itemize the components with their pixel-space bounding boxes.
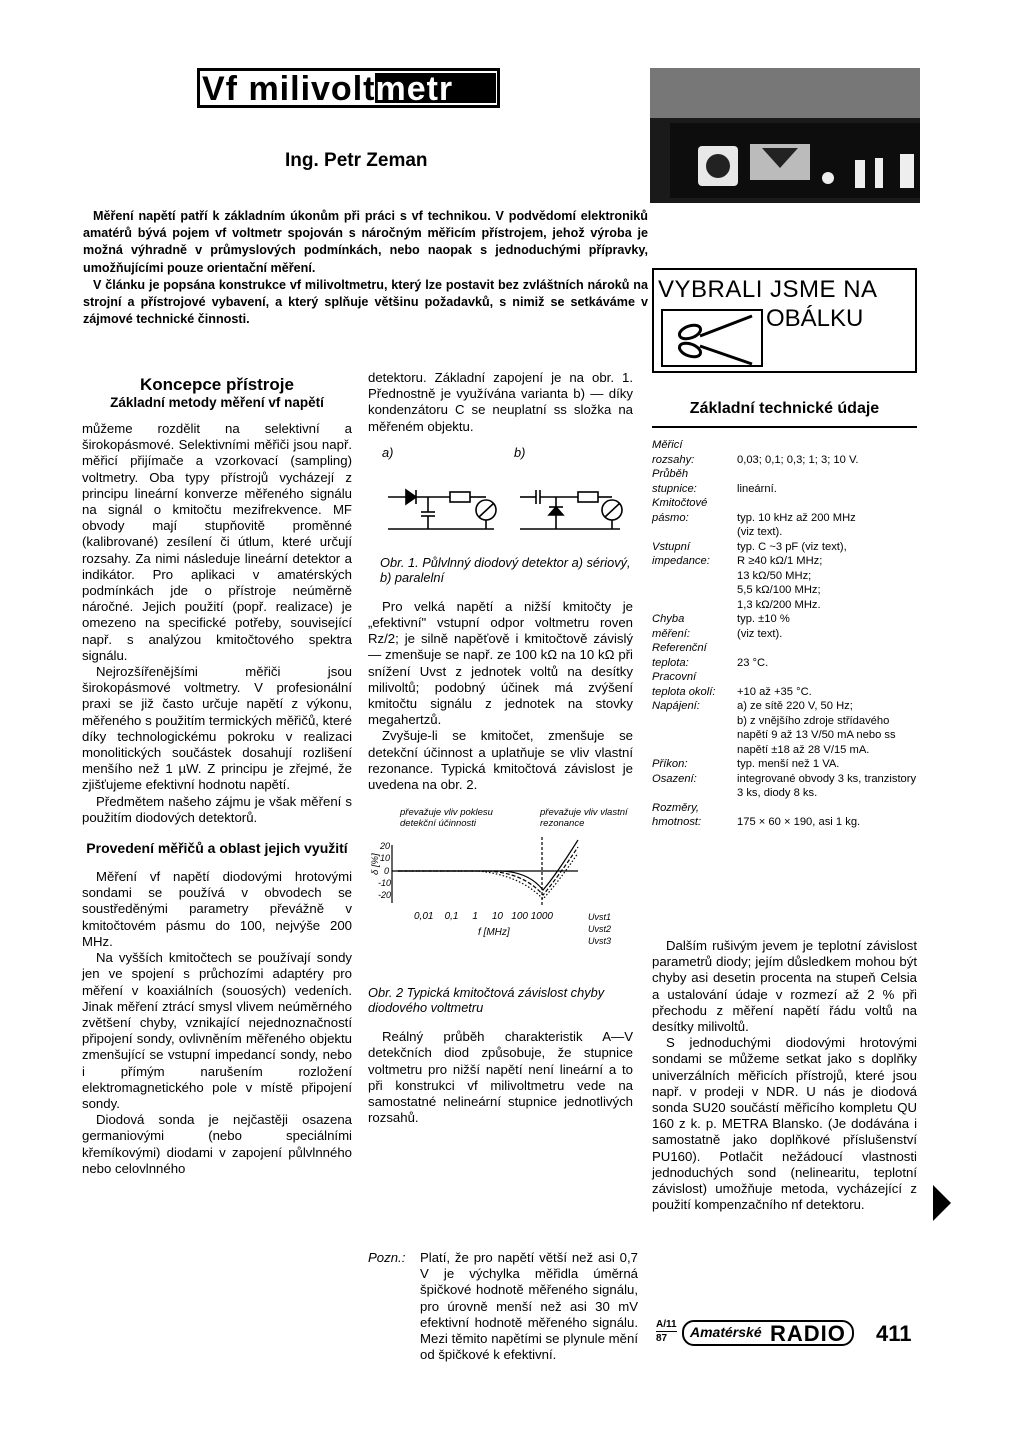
spec-row (652, 772, 917, 801)
article-lead (83, 208, 648, 328)
spec-value: typ. C ~3 pF (viz text), (737, 540, 847, 553)
spec-label: Osazení: (652, 772, 697, 785)
lead-paragraph-1: Měření napětí patří k základním úkonům při práci s vf technikou. V podvědomí elektroniků amatérů bývá pojem vf voltmetr spojován s náročným měřicím přístrojem, jehož výroba je možná výhradně v průmyslových podmínkách, nebo naopak s jednoduchými přípravky, umožňujícími pouze orientační měření. (83, 209, 648, 275)
spec-value (737, 496, 917, 511)
fig1-label-b: b) (514, 444, 526, 460)
spec-label: Příkon: (652, 758, 688, 770)
spec-row (652, 525, 917, 540)
spec-value: 0,03; 0,1; 0,3; 1; 3; 10 V. (737, 453, 859, 466)
spec-value (737, 438, 917, 453)
spec-row (652, 801, 917, 816)
spec-label: Vstupní (652, 540, 690, 553)
spec-row (652, 496, 917, 511)
spec-value: lineární. (737, 482, 777, 495)
spec-label: pásmo: (652, 511, 689, 524)
svg-text:-10: -10 (378, 878, 392, 889)
tech-specs-heading: Základní technické údaje (689, 400, 880, 417)
cover-notice-line2: OBÁLKU (766, 305, 864, 332)
logo-amaterske: Amatérské (690, 1324, 762, 1340)
spec-row (652, 583, 917, 598)
note-block (368, 1250, 638, 1363)
column-2 (368, 370, 633, 1126)
paragraph: detektoru. Základní zapojení je na obr. 1. Přednostně je využívána varianta b) — díky kondenzátoru C se neuplatní ss složka na měřeném objektu. (368, 370, 633, 434)
cover-notice-line1: VYBRALI JSME NA (658, 276, 878, 303)
column-1 (82, 375, 352, 1177)
paragraph: Zvyšuje-li se kmitočet, zmenšuje se detekční účinnost a uplatňuje se vliv vlastní rezonance. Typická kmitočtová závislost je uvedena na obr. 2. (368, 728, 633, 793)
note-label: Pozn.: (368, 1250, 406, 1265)
fig2-legend-item: Uvst1 (588, 912, 612, 923)
spec-row (652, 569, 917, 584)
paragraph: S jednoduchými diodovými hrotovými sondami se můžeme setkat jako s doplňky univerzálních měřicích přístrojů, které jsou např. v prodeji v NDR. U nás je diodová sonda SU20 součástí měřicího kompletu QU 160 z k. p. METRA Blansko. (Je dodávána i samostatně jako doplňkové příslušenství PU160). Potlačit nežádoucí vlastnosti jednoduchých sond (nelinearitu, teplotní závislost) umožňuje metoda, vycházející z použití kompenzačního nf detektoru. (652, 1035, 917, 1213)
spec-label: Měřicí (652, 439, 683, 451)
spec-label (652, 598, 737, 613)
spec-value: b) z vnějšího zdroje střídavého napětí 9 až 13 V/50 mA nebo ss napětí ±18 až 28 V/15 mA. (737, 714, 896, 756)
spec-value: (viz text). (737, 526, 783, 538)
paragraph: Dalším rušivým jevem je teplotní závislost parametrů diody; jejím důsledkem mohou být chyby asi desetin procenta na stupeň Celsia a ustalování údaje v rozmezí až 2 % při přechodu z měření napětí řádu voltů na desítky milivoltů. (652, 938, 917, 1035)
spec-label (652, 525, 737, 540)
spec-value: 175 × 60 × 190, asi 1 kg. (737, 816, 861, 828)
cover-notice-box (652, 268, 917, 373)
spec-label: hmotnost: (652, 816, 702, 828)
figure-1-caption: Obr. 1. Půlvlnný diodový detektor a) sériový, b) paralelní (380, 554, 631, 585)
spec-row (652, 757, 917, 772)
lead-paragraph-2: V článku je popsána konstrukce vf milivoltmetru, který lze postavit bez zvláštních nároků na strojní a přístrojové vybavení, a který splňuje většinu požadavků, s nimiž se setkáváme v zájmové technické činnosti. (83, 277, 648, 327)
magazine-logo (682, 1320, 854, 1346)
spec-label: teplota okolí: (652, 685, 716, 698)
spec-label: Chyba (652, 613, 685, 625)
spec-row (652, 670, 917, 685)
spec-label (652, 583, 737, 598)
section-heading-koncepce: Koncepce přístroje (140, 375, 294, 394)
issue-number (656, 1318, 677, 1345)
article-author: Ing. Petr Zeman (285, 150, 428, 171)
spec-label: Pracovní (652, 671, 697, 683)
tech-specs-table (652, 438, 917, 830)
article-title-box (197, 68, 500, 108)
spec-label: Kmitočtové (652, 497, 708, 509)
spec-value: R ≥40 kΩ/1 MHz; (737, 555, 823, 567)
paragraph: můžeme rozdělit na selektivní a širokopásmové. Selektivními měřiči jsou např. měřicí přijímače a vzorkovací (sampling) voltmetry. Oba typy přístrojů vycházejí z principu lineární konverze měřeného signálu na signál o kmitočtu mezifrekvence. MF obvody mají stupňovitě proměnné (kalibrované) zesílení či útlum, které určují rozsahy. Za nimi následuje lineární detektor a indikátor. Pro aplikaci v amatérských podmínkách jde o přístroje neúměrně náročné. Jejich použití (popř. realizace) je omezeno na specifické potřeby, související např. s analýzou kmitočtového spektra signálu. (82, 421, 352, 663)
spec-row (652, 685, 917, 700)
spec-value (737, 670, 917, 685)
spec-value: 23 °C. (737, 656, 769, 669)
spec-row (652, 815, 917, 830)
spec-value: (viz text). (737, 627, 783, 640)
paragraph: Měření vf napětí diodovými hrotovými sondami se používá v obvodech se soustředěnými parametry převážně v kmitočtovém pásmu do 100, nejvýše 200 MHz. (82, 869, 352, 949)
spec-value: typ. 10 kHz až 200 MHz (737, 511, 856, 524)
paragraph: Předmětem našeho zájmu je však měření s použitím diodových detektorů. (82, 793, 352, 825)
spec-row (652, 598, 917, 613)
spec-value (737, 801, 917, 816)
svg-text:20: 20 (380, 841, 391, 852)
tech-specs (652, 400, 917, 830)
spec-label (652, 569, 737, 584)
figure-1 (368, 443, 633, 555)
fig2-x-ticks: 0,01 0,1 1 10 100 1000 (414, 911, 553, 923)
detector-schematic (368, 457, 633, 552)
continue-arrow-icon (933, 1185, 951, 1221)
figure-2 (368, 807, 633, 985)
spec-label: impedance: (652, 555, 710, 567)
note-text: Platí, že pro napětí větší než asi 0,7 V je výchylka měřidla úměrná špičkové hodnotě měřeného signálu, pro úrovně menší než asi 30 mV efektivní hodnotě měřeného signálu. Mezi těmito napětími se plynule mění od špičkové k efektivní. (420, 1250, 638, 1363)
fig2-legend-item: Uvst2 (588, 924, 612, 935)
spec-row (652, 641, 917, 656)
svg-text:0: 0 (384, 866, 390, 877)
spec-row (652, 467, 917, 482)
page-number: 411 (876, 1321, 912, 1346)
spec-row (652, 438, 917, 453)
spec-value (737, 641, 917, 656)
spec-value: integrované obvody 3 ks, tranzistory 3 ks, diody 8 ks. (737, 772, 917, 799)
spec-label: Rozměry, (652, 801, 700, 814)
spec-row (652, 627, 917, 642)
spec-row (652, 540, 917, 555)
spec-value: 1,3 kΩ/200 MHz. (737, 598, 821, 611)
figure-2-caption: Obr. 2 Typická kmitočtová závislost chyby diodového voltmetru (368, 985, 605, 1016)
spec-row (652, 612, 917, 627)
issue-bottom: 87 (656, 1333, 668, 1344)
logo-radio: RADIO (770, 1321, 846, 1346)
section-heading-provedeni: Provedení měřičů a oblast jejich využití (86, 840, 348, 857)
spec-label: Referenční (652, 642, 707, 654)
spec-value: +10 až +35 °C. (737, 685, 812, 698)
fig2-note-left: převažuje vliv poklesu detekční účinnosti (400, 807, 493, 830)
spec-value: typ. menší než 1 VA. (737, 758, 840, 770)
paragraph: Reálný průběh charakteristik A—V detekčních diod způsobuje, že stupnice voltmetru pro nižší napětí není lineární a to při konstrukci vf milivoltmetru vede na samostatné nelineární stupnice jednotlivých rozsahů. (368, 1029, 633, 1126)
paragraph: Nejrozšířenějšími měřiči jsou širokopásmové voltmetry. V profesionální praxi se již často určuje napětí z výkonu, měřeného s použitím termických měřičů, které díky technologickému pokroku v realizaci monolitických součástek dosahují rozlišení menšího než 1 µW. Z principu je zřejmé, že zjišťujeme efektivní hodnotu napětí. (82, 664, 352, 793)
spec-value: 13 kΩ/50 MHz; (737, 569, 812, 582)
issue-top: A/11 (656, 1319, 677, 1330)
svg-text:10: 10 (380, 853, 391, 864)
subsection-heading-metody: Základní metody měření vf napětí (110, 395, 324, 410)
spec-value: a) ze sítě 220 V, 50 Hz; (737, 700, 853, 712)
spec-row (652, 554, 917, 569)
paragraph: Na vyšších kmitočtech se používají sondy jen ve spojení s průchozími adaptéry pro měření v koaxiálních (souosých) vedeních. Jinak měření ztrácí smysl vlivem neúměrného zvětšení chyby, vznikající nejednoznačností připojení sondy, ovlivněním měřeného objektu zmenšující se vstupní impedancí sondy, nebo i přímým narušením rozložení elektromagnetického pole v místě připojení sondy. (82, 950, 352, 1111)
spec-label: měření: (652, 627, 690, 640)
spec-label: teplota: (652, 656, 689, 669)
article-title: Vf milivoltmetr (202, 70, 454, 108)
column-3 (652, 938, 917, 1213)
paragraph: Diodová sonda je nejčastěji osazena germaniovými (nebo speciálními křemíkovými) diodami v zapojení půlvlnného nebo celovlnného (82, 1112, 352, 1176)
fig2-ylabel: δ [%] (370, 853, 381, 876)
spec-label (652, 714, 737, 758)
spec-row (652, 699, 917, 714)
spec-value: typ. ±10 % (737, 613, 790, 625)
spec-row (652, 656, 917, 671)
fig2-legend (588, 911, 611, 947)
spec-value: 5,5 kΩ/100 MHz; (737, 584, 821, 596)
spec-label: Napájení: (652, 700, 700, 712)
spec-label: stupnice: (652, 482, 697, 495)
spec-row (652, 482, 917, 497)
scissors-icon (660, 308, 764, 368)
spec-label: Průběh (652, 468, 689, 480)
fig2-xlabel: f [MHz] (478, 927, 510, 939)
fig2-note-right: převažuje vliv vlastní rezonance (540, 807, 628, 830)
spec-row (652, 453, 917, 468)
spec-label: rozsahy: (652, 453, 695, 466)
instrument-photo (650, 68, 920, 203)
svg-text:-20: -20 (378, 890, 392, 901)
fig1-label-a: a) (382, 444, 394, 460)
divider (652, 426, 917, 428)
spec-row (652, 714, 917, 758)
fig2-legend-item: Uvst3 (588, 936, 612, 947)
spec-value (737, 467, 917, 482)
paragraph: Pro velká napětí a nižší kmitočty je „efektivní" vstupní odpor voltmetru roven Rz/2; je silně napěťově i kmitočtově závislý — zmenšuje se např. ze 100 kΩ na 10 kΩ při snížení Uvst z jednotek voltů na desítky milivoltů; podobný účinek má zvýšení kmitočtu signálu z jednotek na stovky megahertzů. (368, 598, 633, 728)
spec-row (652, 511, 917, 526)
